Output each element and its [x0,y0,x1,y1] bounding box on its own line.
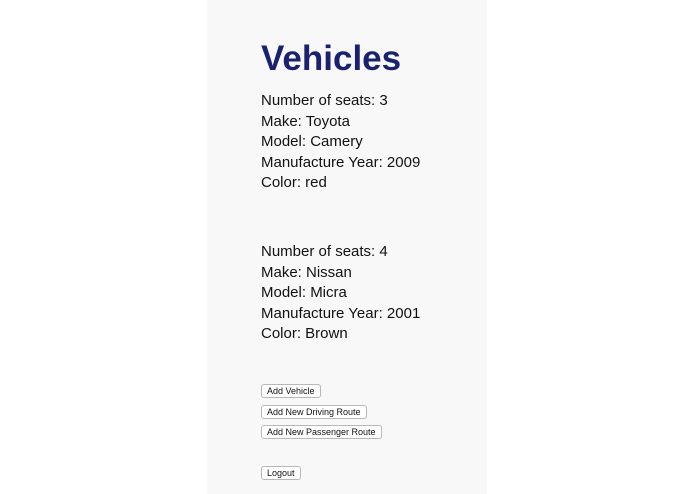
vehicle-card [261,242,420,345]
vehicle-year: Manufacture Year: 2001 [261,304,421,322]
vehicle-color: Color: red [261,174,327,191]
vehicle-card [261,91,420,194]
vehicle-make: Make: Nissan [261,263,352,281]
add-driving-route-button[interactable]: Add New Driving Route [261,405,367,419]
vehicle-seats: Number of seats: 3 [261,92,388,109]
add-vehicle-button[interactable]: Add Vehicle [261,384,321,398]
vehicle-year: Manufacture Year: 2009 [261,153,421,171]
logout-button[interactable]: Logout [261,466,301,480]
vehicle-make: Make: Toyota [261,112,350,130]
vehicle-model: Model: Camery [261,133,363,150]
page-title: Vehicles [261,39,402,78]
vehicle-seats: Number of seats: 4 [261,243,388,260]
vehicle-color: Color: Brown [261,325,348,342]
add-passenger-route-button[interactable]: Add New Passenger Route [261,425,382,439]
vehicle-model: Model: Micra [261,284,347,301]
